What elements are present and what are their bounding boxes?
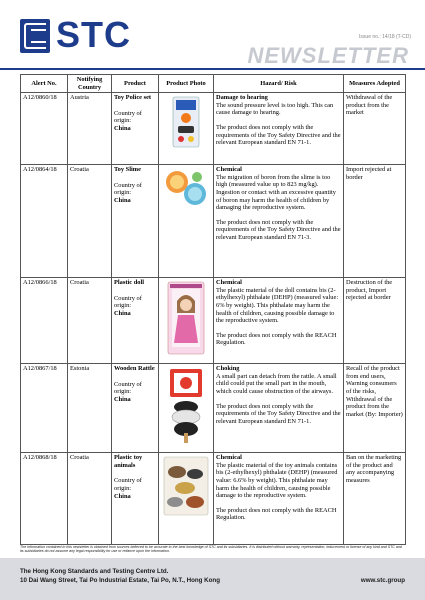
disclaimer-text: The information contained in this newsletter is obtained from sources believed to be accurate to the best knowledge of STC and its subsidiaries. It is distributed without warranty, representation, inducement or license of any kind and STC and its subsidiaries do not assume any legal responsibility for use or reliance upon the information. (20, 545, 402, 554)
table-header-row (21, 75, 406, 93)
table-row (21, 93, 406, 165)
hazard-compliance: The product does not comply with the requirements of the Toy Safety Directive and the relevant European standard EN 71-3. (216, 218, 341, 241)
wooden-rattle-photo (161, 365, 211, 445)
alert-no: A12/0860/18 (21, 93, 68, 165)
measures: Recall of the product from end users, Warning consumers of the risks, Withdrawal of the product from the market (By: Importer) (346, 365, 403, 418)
origin-label: Country of origin: (114, 181, 142, 197)
hazard-cell (214, 165, 344, 278)
product-cell (112, 453, 159, 545)
country: Croatia (68, 453, 112, 545)
hazard-text: The plastic material of the toy animals contains bis (2-ethylhexyl) phthalate (DEHP) (measured value: 6.6% by weight). This phthalate may harm the health of children, causing possible damage to the reproductive system. (216, 461, 338, 500)
table-row (21, 278, 406, 364)
hazard-cell (214, 278, 344, 364)
origin-value: China (114, 395, 131, 403)
table-row (21, 364, 406, 453)
plastic-toy-animals-photo (161, 454, 211, 516)
alert-no: A12/0866/18 (21, 278, 68, 364)
company-address: 10 Dai Wang Street, Tai Po Industrial Estate, Tai Po, N.T., Hong Kong (20, 577, 220, 584)
origin-value: China (114, 309, 131, 317)
hazard-text: A small part can detach from the rattle. A small child could put the small part in the mouth, which could cause obstruction of the airways. (216, 372, 337, 395)
company-name: The Hong Kong Standards and Testing Centre Ltd. (20, 568, 169, 575)
origin-value: China (114, 492, 131, 500)
header-country: Notifying Country (68, 75, 112, 93)
header-divider (0, 68, 425, 70)
origin-value: China (114, 124, 131, 132)
measures: Withdrawal of the product from the market (344, 93, 406, 165)
country: Estonia (68, 364, 112, 453)
origin-label: Country of origin: (114, 380, 142, 396)
hazard-title: Chemical (216, 454, 242, 462)
toy-police-set-photo (161, 94, 211, 148)
hazard-compliance: The product does not comply with the requirements of the Toy Safety Directive and the relevant European standard EN 71-1. (216, 402, 341, 425)
photo-cell (159, 364, 214, 453)
newsletter-header (0, 0, 425, 72)
product-cell (112, 165, 159, 278)
header-hazard: Hazard/ Risk (214, 75, 344, 93)
measures: Ban on the marketing of the product and any accompanying measures (344, 453, 406, 545)
product-name: Wooden Rattle (114, 365, 155, 373)
country: Croatia (68, 278, 112, 364)
product-name: Toy Slime (114, 166, 141, 174)
newsletter-title: NEWSLETTER (247, 43, 409, 68)
stc-logo-icon (20, 19, 50, 53)
header-photo: Product Photo (159, 75, 214, 93)
product-name: Plastic doll (114, 279, 144, 287)
hazard-compliance: The product does not comply with the REACH Regulation. (216, 506, 337, 522)
header-measures: Measures Adopted (344, 75, 406, 93)
measures: Import rejected at border (344, 165, 406, 278)
product-cell (112, 93, 159, 165)
hazard-title: Chemical (216, 279, 242, 287)
alert-no: A12/0864/18 (21, 165, 68, 278)
hazard-title: Damage to hearing (216, 94, 268, 102)
hazard-compliance: The product does not comply with the REACH Regulation. (216, 331, 337, 347)
photo-cell (159, 453, 214, 545)
alerts-table (20, 74, 406, 545)
measures-cell (344, 364, 406, 453)
toy-slime-photo (161, 166, 211, 208)
table-row (21, 165, 406, 278)
product-cell (112, 364, 159, 453)
table-row (21, 453, 406, 545)
origin-label: Country of origin: (114, 109, 142, 125)
hazard-cell (214, 453, 344, 545)
photo-cell (159, 93, 214, 165)
photo-cell (159, 278, 214, 364)
hazard-title: Choking (216, 365, 240, 373)
country: Croatia (68, 165, 112, 278)
alert-no: A12/0868/18 (21, 453, 68, 545)
origin-label: Country of origin: (114, 477, 142, 492)
hazard-cell (214, 364, 344, 453)
plastic-doll-photo (161, 279, 211, 355)
hazard-text: The sound pressure level is too high. This can cause damage to hearing. (216, 101, 334, 117)
hazard-title: Chemical (216, 166, 242, 174)
issue-number: Issue no.: 14/18 (T-CD) (359, 34, 411, 40)
hazard-compliance: The product does not comply with the requirements of the Toy Safety Directive and the relevant European standard EN 71-1. (216, 123, 341, 147)
hazard-text: The plastic material of the doll contains bis (2-ethylhexyl) phthalate (DEHP) (measured value: 6% by weight). This phthalate may harm the health of children, causing possible damage to the reproductive system. (216, 286, 339, 325)
product-cell (112, 278, 159, 364)
country: Austria (68, 93, 112, 165)
origin-label: Country of origin: (114, 294, 142, 310)
photo-cell (159, 165, 214, 278)
origin-value: China (114, 196, 131, 204)
measures: Destruction of the product, Import rejected at border (344, 278, 406, 364)
alert-no: A12/0867/18 (21, 364, 68, 453)
header-alert-no: Alert No. (21, 75, 68, 93)
product-name: Toy Police set (114, 94, 152, 102)
header-product: Product (112, 75, 159, 93)
hazard-cell (214, 93, 344, 165)
product-name: Plastic toy animals (114, 454, 143, 469)
logo-text: STC (56, 14, 131, 55)
website-link[interactable]: www.stc.group (360, 577, 405, 584)
hazard-text: The migration of boron from the slime is too high (measured value up to 823 mg/kg). Ingestion or contact with an excessive quantity of boron may harm the health of children by damaging the reproductive system. (216, 173, 336, 212)
